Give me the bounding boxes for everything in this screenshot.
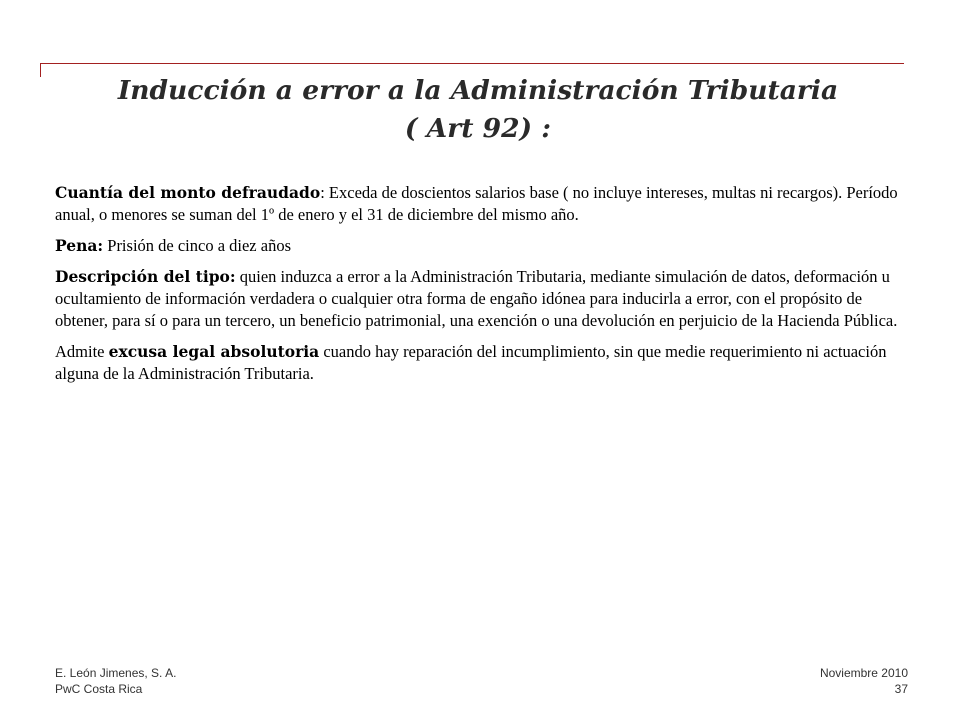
footer-right bbox=[820, 665, 908, 697]
paragraph-excusa bbox=[55, 341, 907, 385]
paragraph-label: Cuantía del monto defraudado bbox=[55, 183, 321, 202]
paragraph-descripcion bbox=[55, 266, 907, 332]
page-number: 37 bbox=[894, 682, 908, 696]
title-line-2: ( Art 92) : bbox=[404, 113, 552, 144]
header-corner-mark bbox=[40, 63, 41, 77]
paragraph-text: quien induzca a error a la Administración Tributaria, mediante simulación de datos, deformación u ocultamiento de información verdadera o cualquier otra forma de engaño idónea para inducirla a error, con el propósito de obtener, para sí o para un tercero, un beneficio patrimonial, una exención o una devolución en perjuicio de la Hacienda Pública. bbox=[55, 267, 898, 330]
slide-body bbox=[55, 182, 907, 394]
paragraph-text: cuando hay reparación del incumplimiento, sin que medie requerimiento ni actuación alguna de la Administración Tributaria. bbox=[55, 342, 887, 383]
title-line-1: Inducción a error a la Administración Tributaria bbox=[117, 75, 839, 106]
footer-company: E. León Jimenes, S. A. bbox=[55, 666, 177, 680]
slide-title bbox=[52, 72, 904, 148]
paragraph-pena bbox=[55, 235, 907, 257]
paragraph-prefix: Admite bbox=[55, 342, 109, 361]
footer-firm: PwC Costa Rica bbox=[55, 682, 143, 696]
header-rule bbox=[40, 63, 904, 64]
paragraph-label: excusa legal absolutoria bbox=[108, 342, 320, 361]
paragraph-label: Descripción del tipo: bbox=[55, 267, 236, 286]
paragraph-text: Prisión de cinco a diez años bbox=[103, 236, 292, 255]
footer-left bbox=[55, 665, 176, 697]
paragraph-text: : Exceda de doscientos salarios base ( no incluye intereses, multas ni recargos). Período anual, o menores se suman del 1º de enero y el 31 de diciembre del mismo año. bbox=[55, 183, 898, 224]
paragraph-cuantia bbox=[55, 182, 907, 226]
paragraph-label: Pena: bbox=[55, 236, 104, 255]
footer-date: Noviembre 2010 bbox=[819, 666, 908, 680]
